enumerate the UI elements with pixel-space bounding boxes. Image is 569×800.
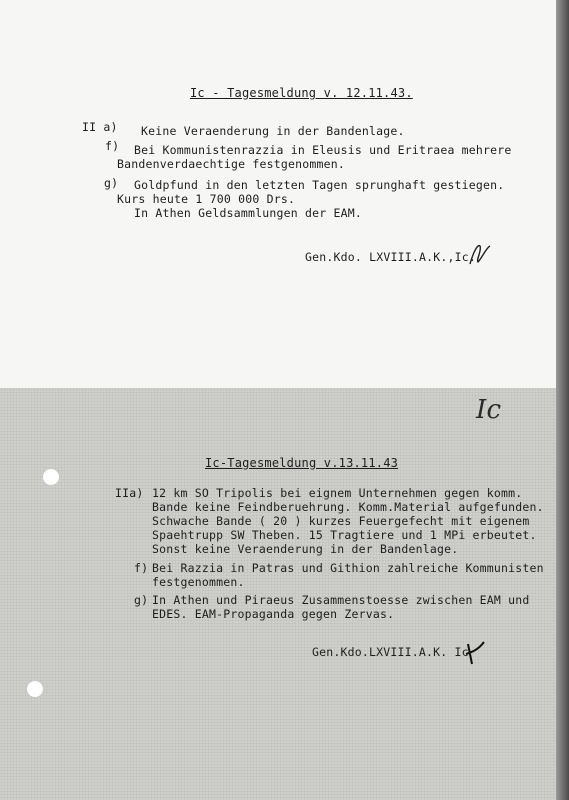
report2-text-a-line4: Spaehtrupp SW Theben. 15 Tragtiere und 1 MPi erbeutet. [152,528,537,542]
report2-text-a-line1: 12 km SO Tripolis bei eignem Unternehmen gegen komm. [152,486,523,500]
report2-text-f-line2: festgenommen. [152,575,245,589]
report1-text-f-line2: Bandenverdaechtige festgenommen. [117,157,345,171]
report2-text-a-line5: Sonst keine Veraenderung in der Bandenlage. [152,542,459,556]
margin-note: Ic [476,395,502,425]
report1-label-f: f) [105,139,120,153]
report1-title: Ic - Tagesmeldung v. 12.11.43. [190,86,413,100]
punch-hole [42,468,60,486]
report2-label-g: g) [134,593,149,607]
report1-label-a: II a) [82,120,118,134]
report1-text-f-line1: Bei Kommunistenrazzia in Eleusis und Eritraea mehrere [134,143,512,157]
report2-text-f-line1: Bei Razzia in Patras und Githion zahlreiche Kommunisten [152,561,544,575]
scan-edge [556,0,569,800]
report1-signature: Gen.Kdo. LXVIII.A.K.,Ic. [305,250,476,264]
handwritten-initials [462,638,488,668]
report1-text-g-line2: Kurs heute 1 700 000 Drs. [117,192,296,206]
report1-text-a: Keine Veraenderung in der Bandenlage. [141,124,405,138]
handwritten-initials [466,240,494,268]
report1-text-g-line3: In Athen Geldsammlungen der EAM. [134,206,362,220]
report2-label-a: IIa) [115,486,144,500]
report1-text-g-line1: Goldpfund in den letzten Tagen sprunghaft gestiegen. [134,178,505,192]
report2-text-g-line2: EDES. EAM-Propaganda gegen Zervas. [152,607,395,621]
report1-label-g: g) [104,176,119,190]
report2-signature: Gen.Kdo.LXVIII.A.K. Ic [312,645,469,659]
report2-text-a-line3: Schwache Bande ( 20 ) kurzes Feuergefecht mit eigenem [152,514,530,528]
report2-text-g-line1: In Athen und Piraeus Zusammenstoesse zwischen EAM und [152,593,530,607]
report2-title: Ic-Tagesmeldung v.13.11.43 [205,456,399,470]
report2-label-f: f) [134,561,149,575]
report2-text-a-line2: Bande keine Feindberuehrung. Komm.Material aufgefunden. [152,500,544,514]
punch-hole [26,680,44,698]
